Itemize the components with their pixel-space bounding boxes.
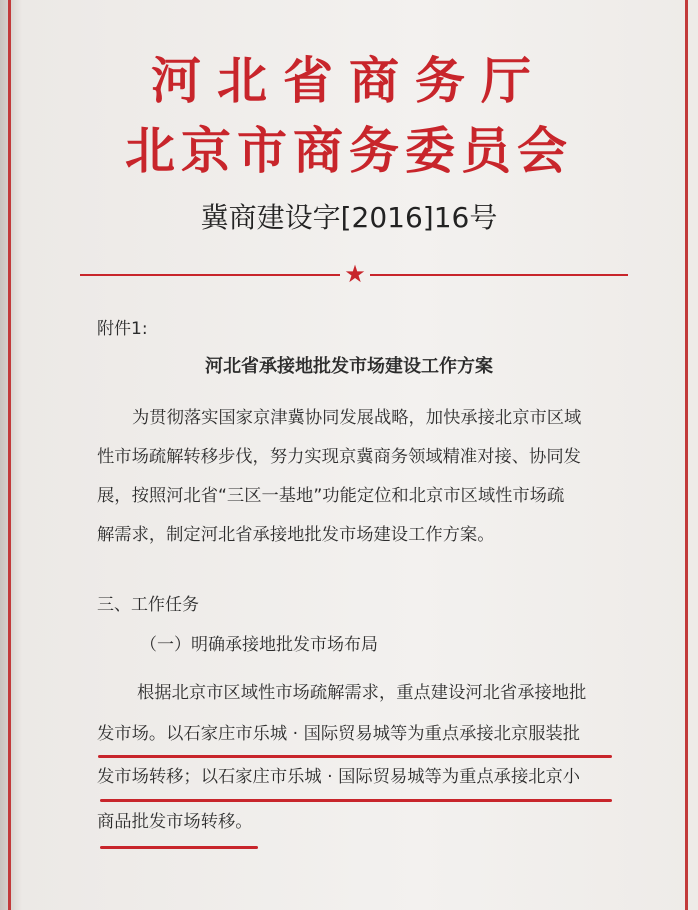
highlight-underline	[98, 755, 612, 758]
intro-line: 展，按照河北省“三区一基地”功能定位和北京市区域性市场疏	[97, 486, 565, 506]
header-divider-right	[370, 274, 628, 276]
intro-line: 性市场疏解转移步伐，努力实现京冀商务领域精准对接、协同发	[97, 447, 581, 467]
intro-line: 为贯彻落实国家京津冀协同发展战略，加快承接北京市区域	[132, 408, 582, 428]
document-title: 河北省承接地批发市场建设工作方案	[205, 356, 493, 377]
paragraph-line: 发市场转移；以石家庄市乐城 · 国际贸易城等为重点承接北京小	[97, 767, 581, 787]
issuer-title-beijing: 北京市商务委员会	[125, 122, 573, 180]
subsection-heading: （一）明确承接地批发市场布局	[140, 635, 378, 655]
paragraph-line: 根据北京市区域性市场疏解需求，重点建设河北省承接地批	[137, 683, 587, 703]
issuer-title-hebei: 河北省商务厅	[151, 52, 547, 110]
paragraph-line: 发市场。以石家庄市乐城 · 国际贸易城等为重点承接北京服装批	[97, 724, 581, 744]
intro-line: 解需求，制定河北省承接地批发市场建设工作方案。	[97, 525, 495, 545]
paragraph-line: 商品批发市场转移。	[97, 812, 253, 832]
star-icon: ★	[344, 260, 366, 288]
header-divider-left	[80, 274, 340, 276]
attachment-label: 附件1:	[97, 319, 148, 339]
highlight-underline	[100, 846, 258, 849]
document-number: 冀商建设字[2016]16号	[200, 201, 498, 234]
section-heading: 三、工作任务	[97, 595, 199, 615]
highlight-underline	[100, 799, 612, 802]
